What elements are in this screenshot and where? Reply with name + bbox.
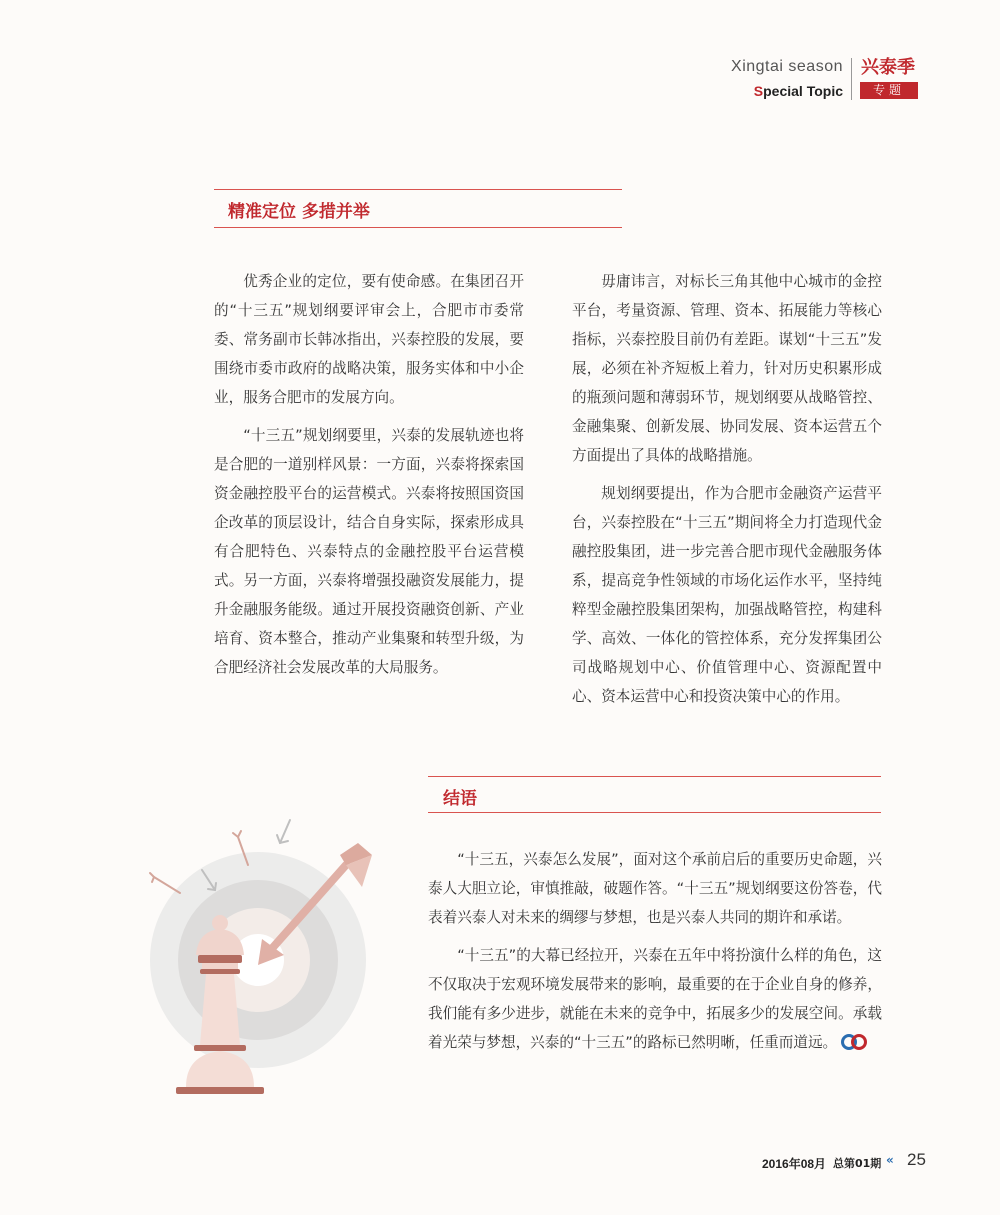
section1-title: 精准定位 多措并举	[228, 202, 370, 222]
header-divider	[851, 58, 852, 100]
paragraph: 规划纲要提出，作为合肥市金融资产运营平台，兴泰控股在“十三五”期间将全力打造现代金融控股集团，进一步完善合肥市现代金融服务体系，提高竞争性领域的市场化运作水平，坚持纯粹型金融控股集团架构，加强战略管控，构建科学、高效、一体化的管控体系，充分发挥集团公司战略规划中心、价值管理中心、资源配置中心、资本运营中心和投资决策中心的作用。	[572, 485, 882, 705]
header-section-label	[700, 83, 843, 99]
paragraph: 优秀企业的定位，要有使命感。在集团召开的“十三五”规划纲要评审会上，合肥市市委常委、常务副市长韩冰指出，兴泰控股的发展，要围绕市委市政府的战略决策，服务实体和中小企业，服务合肥市的发展方向。	[214, 273, 524, 406]
company-logo-icon	[839, 1034, 869, 1050]
paragraph-final	[428, 941, 882, 1057]
paragraph-text: “十三五”的大幕已经拉开，兴泰在五年中将扮演什么样的角色，这不仅取决于宏观环境发展带来的影响，最重要的在于企业自身的修养，我们能有多少进步，就能在未来的竞争中，拓展多少的发展空间。承载着光荣与梦想，兴泰的“十三五”的路标已然明晰，任重而道远。	[428, 947, 882, 1051]
section1-left-column	[214, 267, 524, 691]
header-section-initial: S	[753, 83, 764, 99]
paragraph: “十三五，兴泰怎么发展”，面对这个承前启后的重要历史命题，兴泰人大胆立论，审慎推敲，破题作答。“十三五”规划纲要这份答卷，代表着兴泰人对未来的绸缪与梦想，也是兴泰人共同的期许和承诺。	[428, 851, 882, 926]
section1-top-rule	[214, 189, 622, 190]
magazine-logo: 兴泰季	[861, 57, 915, 78]
header-title-en: Xingtai season	[731, 58, 843, 75]
section1-right-column	[572, 267, 882, 720]
section2-top-rule	[428, 776, 881, 777]
section2-bottom-rule	[428, 812, 881, 813]
paragraph: 毋庸讳言，对标长三角其他中心城市的金控平台，考量资源、管理、资本、拓展能力等核心指标，兴泰控股目前仍有差距。谋划“十三五”发展，必须在补齐短板上着力，针对历史积累形成的瓶颈问题和薄弱环节，规划纲要从战略管控、金融集聚、创新发展、协同发展、资本运营五个方面提出了具体的战略措施。	[572, 273, 882, 464]
issue-date: 2016年08月	[762, 1157, 827, 1171]
section2-title: 结语	[443, 789, 477, 809]
header-section-rest: pecial Topic	[763, 83, 843, 99]
topic-badge: 专题	[860, 82, 918, 99]
section2-column	[428, 845, 882, 1066]
issue-number: 总第01期	[833, 1157, 882, 1170]
paragraph: “十三五”规划纲要里，兴泰的发展轨迹也将是合肥的一道别样风景：一方面，兴泰将探索国资金融控股平台的运营模式。兴泰将按照国资国企改革的顶层设计，结合自身实际，探索形成具有合肥特色、兴泰特点的金融控股平台运营模式。另一方面，兴泰将增强投融资发展能力，提升金融服务能级。通过开展投资融资创新、产业培育、资本整合，推动产业集聚和转型升级，为合肥经济社会发展改革的大局服务。	[214, 427, 524, 676]
page-number: 25	[907, 1150, 926, 1169]
chess-target-illustration	[140, 815, 400, 1105]
double-chevron-left-icon: «	[886, 1153, 894, 1167]
section1-bottom-rule	[214, 227, 622, 228]
